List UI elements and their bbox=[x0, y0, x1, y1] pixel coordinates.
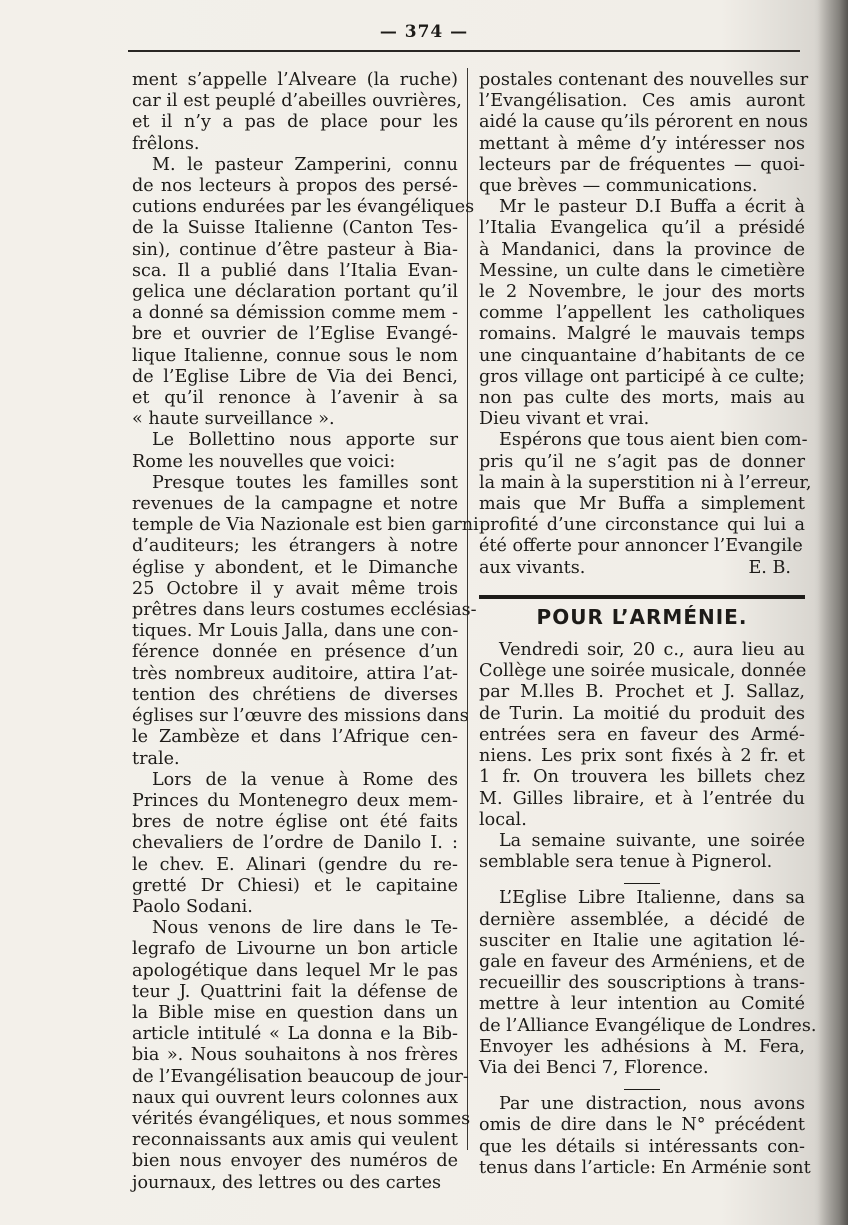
text-line: revenues de la campagne et notre bbox=[132, 494, 458, 515]
text-line: mettant à même d’y intéresser nos bbox=[479, 133, 805, 154]
text-line: aidé la cause qu’ils pérorent en nous bbox=[479, 112, 808, 133]
text-line: l’Italia Evangelica qu’il a présidé bbox=[479, 218, 805, 239]
text-line: Messine, un culte dans le cimetière bbox=[479, 260, 805, 281]
text-line: église y abondent, et le Dimanche bbox=[132, 557, 458, 578]
text-line: Presque toutes les familles sont bbox=[152, 472, 458, 493]
signature-line-text: aux vivants. bbox=[479, 557, 586, 578]
text-line: une cinquantaine d’habitants de ce bbox=[479, 345, 805, 366]
paragraph bbox=[479, 430, 812, 557]
right-column-top-text bbox=[479, 70, 812, 558]
text-line: très nombreux auditoire, attira l’at- bbox=[132, 663, 458, 684]
text-line: legrafo de Livourne un bon article bbox=[132, 939, 458, 960]
text-line: temple de Via Nazionale est bien garni bbox=[132, 515, 479, 536]
paragraph bbox=[132, 770, 458, 918]
text-line: de l’Alliance Evangélique de Londres. bbox=[479, 1015, 817, 1036]
text-line: par M.lles B. Prochet et J. Sallaz, bbox=[479, 682, 805, 703]
text-line: « haute surveillance ». bbox=[132, 409, 335, 430]
separator-dash bbox=[624, 1089, 660, 1090]
text-line: de l’Eglise Libre de Via dei Benci, bbox=[132, 366, 458, 387]
signature-line bbox=[479, 558, 805, 579]
text-line: teur J. Quattrini fait la défense de bbox=[132, 981, 458, 1002]
text-line: le 2 Novembre, le jour des morts bbox=[479, 282, 805, 303]
text-line: Le Bollettino nous apporte sur bbox=[152, 430, 458, 451]
text-line: journaux, des lettres ou des cartes bbox=[132, 1172, 442, 1193]
text-line: de nos lecteurs à propos des persé- bbox=[132, 176, 458, 197]
text-line: local. bbox=[479, 809, 527, 830]
text-line: de la Suisse Italienne (Canton Tes- bbox=[132, 218, 458, 239]
text-line: profité d’une circonstance qui lui a bbox=[479, 515, 805, 536]
text-line: comme l’appellent les catholiques bbox=[479, 303, 805, 324]
text-line: M. Gilles libraire, et à l’entrée du bbox=[479, 788, 805, 809]
text-line: M. le pasteur Zamperini, connu bbox=[152, 154, 458, 175]
text-line: Nous venons de lire dans le Te- bbox=[152, 918, 458, 939]
left-column bbox=[132, 70, 479, 1194]
text-line: bres de notre église ont été faits bbox=[132, 812, 458, 833]
right-column-bottom-text bbox=[479, 640, 817, 1179]
text-line: et qu’il renonce à l’avenir à sa bbox=[132, 388, 458, 409]
text-line: Via dei Benci 7, Florence. bbox=[479, 1057, 709, 1078]
text-line: de Turin. La moitié du produit des bbox=[479, 703, 805, 724]
paragraph bbox=[132, 430, 458, 472]
text-line: vérités évangéliques, et nous sommes bbox=[132, 1108, 471, 1129]
signature-initials: E. B. bbox=[748, 557, 791, 578]
section-rule-top bbox=[479, 595, 805, 599]
text-line: Dieu vivant et vrai. bbox=[479, 409, 650, 430]
text-line: reconnaissants aux amis qui veulent bbox=[132, 1130, 458, 1151]
paragraph bbox=[479, 1094, 811, 1179]
text-line: bre et ouvrier de l’Eglise Evangé- bbox=[132, 324, 458, 345]
paragraph bbox=[132, 70, 462, 155]
text-line: chevaliers de l’ordre de Danilo I. : bbox=[132, 833, 458, 854]
paragraph bbox=[479, 197, 805, 430]
page-number: — 374 — bbox=[379, 22, 469, 42]
paragraph bbox=[132, 918, 471, 1194]
text-line: à Mandanici, dans la province de bbox=[479, 239, 805, 260]
text-line: férence donnée en présence d’un bbox=[132, 642, 458, 663]
text-line: 25 Octobre il y avait même trois bbox=[132, 578, 458, 599]
text-line: dernière assemblée, a décidé de bbox=[479, 909, 805, 930]
text-line: tiques. Mr Louis Jalla, dans une con- bbox=[132, 621, 459, 642]
text-line: Rome les nouvelles que voici: bbox=[132, 451, 396, 472]
paragraph bbox=[132, 472, 479, 770]
text-line: que brèves — communications. bbox=[479, 176, 758, 197]
text-line: gelica une déclaration portant qu’il bbox=[132, 282, 458, 303]
text-line: recueillir des souscriptions à trans- bbox=[479, 973, 805, 994]
text-line: cutions endurées par les évangéliques bbox=[132, 197, 475, 218]
section-title: POUR L’ARMÉNIE. bbox=[536, 604, 748, 629]
text-line: gale en faveur des Arméniens, et de bbox=[479, 951, 805, 972]
paragraph bbox=[479, 831, 805, 873]
text-line: Collège une soirée musicale, donnée bbox=[479, 661, 807, 682]
text-line: églises sur l’œuvre des missions dans bbox=[132, 706, 469, 727]
text-line: trale. bbox=[132, 748, 180, 769]
text-line: romains. Malgré le mauvais temps bbox=[479, 324, 805, 345]
text-line: Espérons que tous aient bien com- bbox=[499, 430, 808, 451]
text-line: lique Italienne, connue sous le nom bbox=[132, 345, 458, 366]
text-line: omis de dire dans le N° précédent bbox=[479, 1115, 805, 1136]
text-line: susciter en Italie une agitation lé- bbox=[479, 930, 805, 951]
separator-dash bbox=[624, 883, 660, 884]
text-line: Mr le pasteur D.I Buffa a écrit à bbox=[499, 197, 805, 218]
text-line: bien nous envoyer des numéros de bbox=[132, 1151, 458, 1172]
text-line: apologétique dans lequel Mr le pas bbox=[132, 960, 458, 981]
text-line: et il n’y a pas de place pour les bbox=[132, 112, 458, 133]
text-line: gretté Dr Chiesi) et le capitaine bbox=[132, 875, 458, 896]
paragraph bbox=[479, 70, 809, 197]
text-line: frêlons. bbox=[132, 133, 200, 154]
page-edge-shadow bbox=[818, 0, 848, 1225]
text-line: car il est peuplé d’abeilles ouvrières, bbox=[132, 91, 462, 112]
paragraph bbox=[479, 640, 805, 831]
text-line: article intitulé « La donna e la Bib- bbox=[132, 1024, 458, 1045]
text-line: que les détails si intéressants con- bbox=[479, 1136, 805, 1157]
text-line: la main à la superstition ni à l’erreur, bbox=[479, 472, 812, 493]
text-line: a donné sa démission comme mem - bbox=[132, 303, 458, 324]
text-line: d’auditeurs; les étrangers à notre bbox=[132, 536, 458, 557]
header-rule bbox=[128, 50, 800, 52]
text-line: semblable sera tenue à Pignerol. bbox=[479, 852, 773, 873]
text-line: de l’Evangélisation beaucoup de jour- bbox=[132, 1066, 469, 1087]
text-line: niens. Les prix sont fixés à 2 fr. et bbox=[479, 746, 805, 767]
text-line: le chev. E. Alinari (gendre du re- bbox=[132, 854, 458, 875]
text-line: La semaine suivante, une soirée bbox=[499, 830, 805, 851]
text-line: entrées sera en faveur des Armé- bbox=[479, 724, 805, 745]
text-line: non pas culte des morts, mais au bbox=[479, 388, 805, 409]
text-line: le Zambèze et dans l’Afrique cen- bbox=[132, 727, 458, 748]
text-line: 1 fr. On trouvera les billets chez bbox=[479, 767, 805, 788]
text-line: sin), continue d’être pasteur à Bia- bbox=[132, 239, 458, 260]
right-column bbox=[479, 70, 817, 1179]
paragraph bbox=[132, 154, 475, 431]
text-line: lecteurs par de fréquentes — quoi- bbox=[479, 154, 805, 175]
text-line: Envoyer les adhésions à M. Fera, bbox=[479, 1036, 805, 1057]
text-line: tention des chrétiens de diverses bbox=[132, 684, 458, 705]
text-line: Lors de la venue à Rome des bbox=[152, 769, 458, 790]
text-line: naux qui ouvrent leurs colonnes aux bbox=[132, 1087, 458, 1108]
text-line: ment s’appelle l’Alveare (la ruche) bbox=[132, 70, 458, 90]
text-line: bia ». Nous souhaitons à nos frères bbox=[132, 1045, 458, 1066]
text-line: pris qu’il ne s’agit pas de donner bbox=[479, 451, 805, 472]
text-line: été offerte pour annoncer l’Evangile bbox=[479, 536, 803, 557]
text-line: postales contenant des nouvelles sur bbox=[479, 70, 809, 90]
text-line: L’Eglise Libre Italienne, dans sa bbox=[499, 888, 805, 909]
text-line: prêtres dans leurs costumes ecclésias- bbox=[132, 600, 477, 621]
text-line: mais que Mr Buffa a simplement bbox=[479, 494, 805, 515]
text-line: Vendredi soir, 20 c., aura lieu au bbox=[499, 640, 805, 661]
text-line: Princes du Montenegro deux mem- bbox=[132, 790, 458, 811]
text-line: Par une distraction, nous avons bbox=[499, 1094, 805, 1115]
text-line: tenus dans l’article: En Arménie sont bbox=[479, 1157, 811, 1178]
text-line: l’Evangélisation. Ces amis auront bbox=[479, 91, 805, 112]
text-line: sca. Il a publié dans l’Italia Evan- bbox=[132, 260, 458, 281]
text-line: Paolo Sodani. bbox=[132, 896, 253, 917]
text-line: gros village ont participé à ce culte; bbox=[479, 366, 805, 387]
text-line: mettre à leur intention au Comité bbox=[479, 994, 805, 1015]
paragraph bbox=[479, 888, 817, 1079]
text-line: la Bible mise en question dans un bbox=[132, 1002, 458, 1023]
